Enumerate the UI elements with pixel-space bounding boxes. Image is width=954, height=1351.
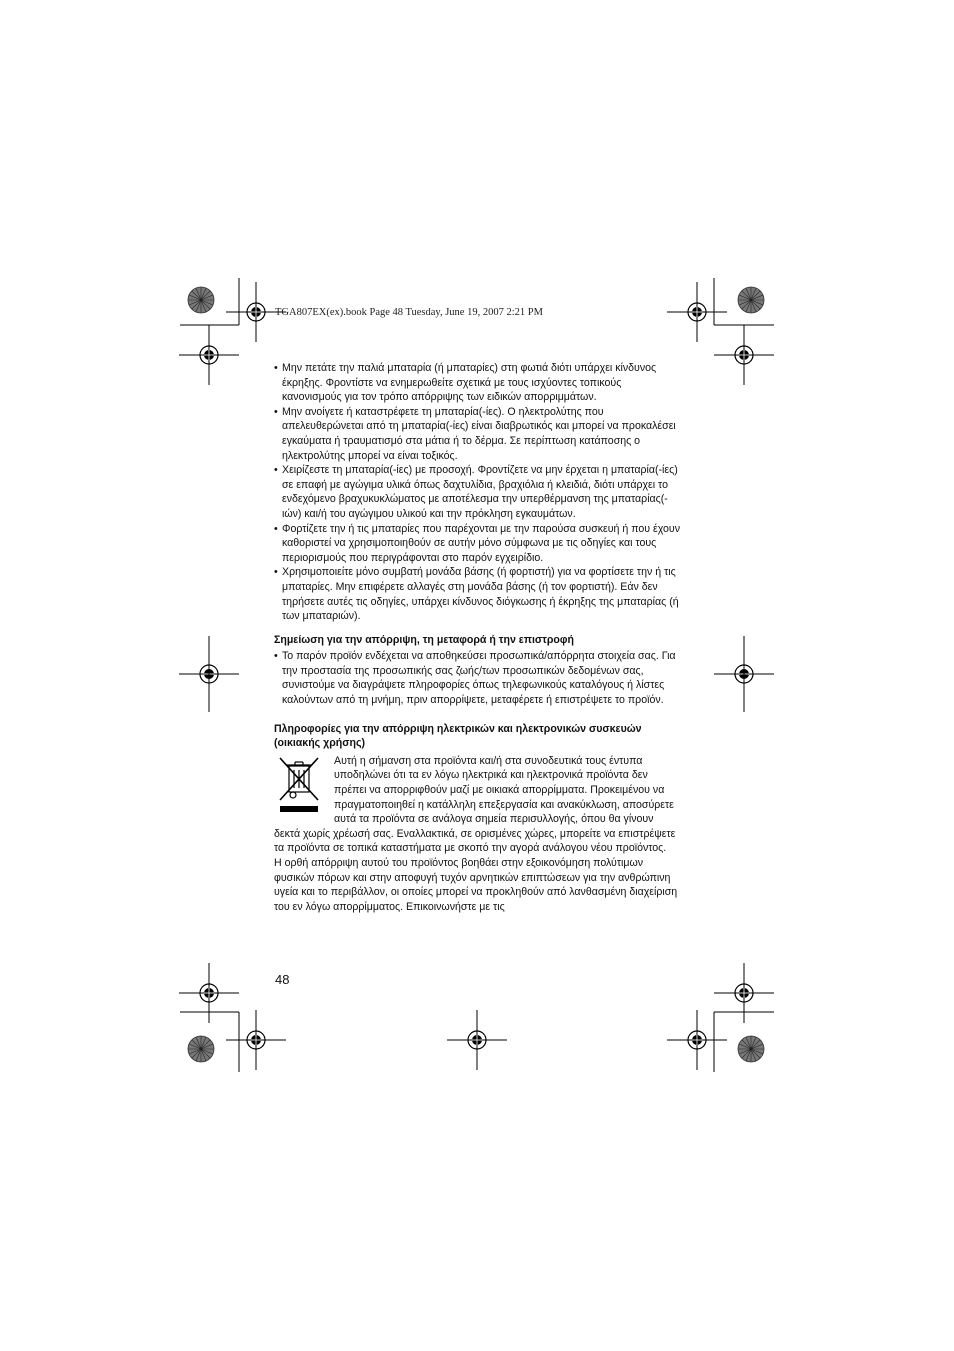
page-number: 48	[275, 972, 290, 987]
list-item: • Μην πετάτε την παλιά μπαταρία (ή μπαταρίες) στη φωτιά διότι υπάρχει κίνδυνος έκρηξης. Φροντίστε να ενημερωθείτε σχετικά με τους ισχύοντες τοπικούς κανονισμούς για τον τρόπο απόρριψης των ειδικών απορριμμάτων.	[274, 361, 682, 405]
crossed-out-wheelie-bin-icon	[278, 756, 322, 814]
disposal-note-list	[274, 649, 682, 707]
battery-warning-list	[274, 361, 682, 624]
weee-benefits: Η ορθή απόρριψη αυτού του προϊόντος βοηθάει στην εξοικονόμηση πολύτιμων φυσικών πόρων και στην αποφυγή τυχόν αρνητικών επιπτώσεων για την ανθρώπινη υγεία και το περιβάλλον, οι οποίες μπορεί να προκληθούν από λανθασμένη διαχείριση του εν λόγω απορρίμματος. Επικοινωνήστε με τις	[274, 857, 678, 913]
print-file-info: TGA807EX(ex).book Page 48 Tuesday, June 19, 2007 2:21 PM	[275, 307, 543, 318]
color-bar-mark	[188, 1036, 214, 1062]
list-item: • Μην ανοίγετε ή καταστρέφετε τη μπαταρία(-ίες). Ο ηλεκτρολύτης που απελευθερώνεται από τη μπαταρία(-ίες) είναι διαβρωτικός και μπορεί να προκαλέσει εγκαύματα ή τραυματισμό στα μάτια ή το δέρμα. Σε περίπτωση κατάποσης ο ηλεκτρολύτης μπορεί να είναι τοξικός.	[274, 405, 682, 463]
weee-description: Αυτή η σήμανση στα προϊόντα και/ή στα συνοδευτικά τους έντυπα υποδηλώνει ότι τα εν λόγω ηλεκτρικά και ηλεκτρονικά προϊόντα δεν πρέπει να απορριφθούν μαζί με οικιακά απορρίμματα. Προκειμένου να πραγματοποιηθεί η κατάλληλη επεξεργασία και ανακύκλωση, αποσύρετε αυτά τα προϊόντα σε ανάλογα σημεία περισυλλογής, όπου θα γίνουν δεκτά χωρίς χρέωσή σας. Εναλλακτικά, σε ορισμένες χώρες, μπορείτε να επιστρέψετε τα προϊόντα σε τοπικά καταστήματα με σκοπό την αγορά ανάλογου νέου προϊόντος.	[274, 754, 676, 855]
color-bar-mark	[188, 287, 214, 313]
color-bar-mark	[738, 1036, 764, 1062]
list-item: • Το παρόν προϊόν ενδέχεται να αποθηκεύσει προσωπικά/απόρρητα στοιχεία σας. Για την προστασία της προσωπικής σας ζωής/των προσωπικών δεδομένων σας, συνιστούμε να διαγράψετε πληροφορίες όπως τηλεφωνικούς καταλόγους ή λίστες καλούντων από τη μνήμη, πριν απορρίψετε, μεταφέρετε ή επιστρέψετε το προϊόν.	[274, 649, 682, 707]
section-heading-disposal-note: Σημείωση για την απόρριψη, τη μεταφορά ή την επιστροφή	[274, 633, 574, 646]
color-bar-mark	[738, 287, 764, 313]
list-item: • Χειρίζεστε τη μπαταρία(-ίες) με προσοχή. Φροντίζετε να μην έρχεται η μπαταρία(-ίες) σε επαφή με αγώγιμα υλικά όπως δαχτυλίδια, βραχιόλια ή κλειδιά, διότι υπάρχει το ενδεχόμενο βραχυκυκλώματος με αποτέλεσμα την υπερθέρμανση της μπαταρίας(-ιών) και/ή του αγώγιμου υλικού και την πρόκληση εγκαυμάτων.	[274, 463, 682, 521]
list-item: • Χρησιμοποιείτε μόνο συμβατή μονάδα βάσης (ή φορτιστή) για να φορτίσετε την ή τις μπαταρίες. Μην επιφέρετε αλλαγές στη μονάδα βάσης (ή τον φορτιστή). Εάν δεν τηρήσετε αυτές τις οδηγίες, υπάρχει κίνδυνος διόγκωσης ή έκρηξης της μπαταρίας (ή των μπαταριών).	[274, 565, 682, 623]
page-content	[274, 361, 682, 914]
weee-block	[274, 754, 682, 856]
section-heading-weee: Πληροφορίες για την απόρριψη ηλεκτρικών και ηλεκτρονικών συσκευών (οικιακής χρήσης)	[274, 722, 642, 750]
list-item: • Φορτίζετε την ή τις μπαταρίες που παρέχονται με την παρούσα συσκευή ή που έχουν καθοριστεί να χρησιμοποιηθούν σε αυτήν μόνο σύμφωνα με τις οδηγίες και τους περιορισμούς που περιγράφονται στο παρόν εγχειρίδιο.	[274, 522, 682, 566]
